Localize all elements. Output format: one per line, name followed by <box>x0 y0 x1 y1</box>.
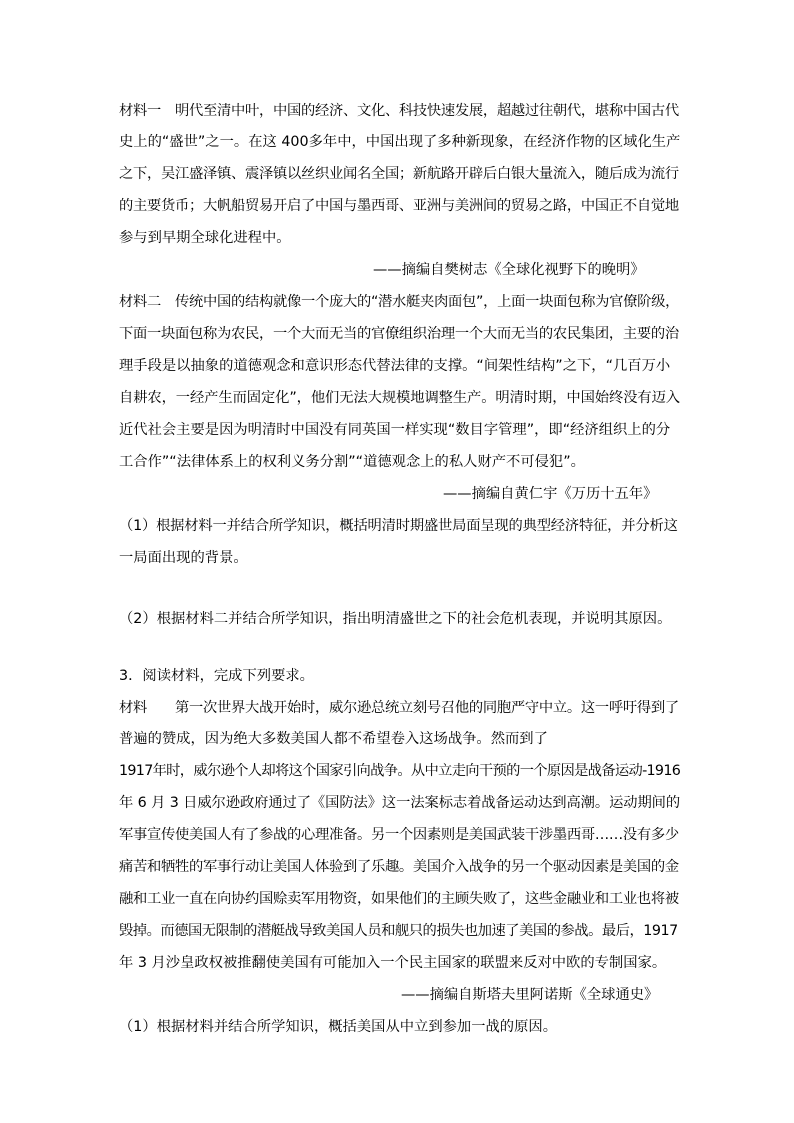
material1-line: 之下，吴江盛泽镇、震泽镇以丝织业闻名全国；新航路开辟后白银大量流入，随后成为流行 <box>119 166 679 182</box>
question-2-line: （2）根据材料二并结合所学知识，指出明清盛世之下的社会危机表现，并说明其原因。 <box>119 611 672 627</box>
section3-line: 年 3 月沙皇政权被推翻使美国有可能加入一个民主国家的联盟来反对中欧的专制国家。 <box>119 955 667 971</box>
material1-line: 史上的“盛世”之一。在这 400多年中，中国出现了多种新现象，在经济作物的区域化生产 <box>119 134 681 150</box>
question-1-line: （1）根据材料一并结合所学知识，概括明清时期盛世局面呈现的典型经济特征，并分析这 <box>119 518 678 534</box>
material2-line: 近代社会主要是因为明清时中国没有同英国一样实现“数目字管理”，即“经济组织上的分 <box>119 422 671 438</box>
section3-line: 材料 第一次世界大战开始时，威尔逊总统立刻号召他的同胞严守中立。这一呼吁得到了 <box>119 700 679 716</box>
section3-question-1: （1）根据材料并结合所学知识，概括美国从中立到参加一战的原因。 <box>119 1019 557 1035</box>
material2-line: 理手段是以抽象的道德观念和意识形态代替法律的支撑。“间架性结构”之下，“几百万小 <box>119 358 671 374</box>
section3-line: 军事宣传使美国人有了参战的心理准备。另一个因素则是美国武装干涉墨西哥……没有多少 <box>119 827 679 843</box>
material2-line: 下面一块面包称为农民，一个大而无当的官僚组织治理一个大而无当的农民集团，主要的治 <box>119 326 679 342</box>
section3-line: 1917年时，威尔逊个人却将这个国家引向战争。从中立走向干预的一个原因是战备运动-1916 <box>119 763 681 779</box>
material1-line: 参与到早期全球化进程中。 <box>119 230 291 246</box>
section3-line: 毁掉。而德国无限制的潜艇战导致美国人员和舰只的损失也加速了美国的参战。最后，1917 <box>119 923 678 939</box>
section3-line: 痛苦和牺牲的军事行动让美国人体验到了乐趣。美国介入战争的另一个驱动因素是美国的金 <box>119 859 679 875</box>
material1-line: 材料一 明代至清中叶，中国的经济、文化、科技快速发展，超越过往朝代，堪称中国古代 <box>119 103 679 119</box>
material1-source: ——摘编自樊树志《全球化视野下的晚明》 <box>373 262 645 278</box>
section3-line: 年 6 月 3 日威尔逊政府通过了《国防法》这一法案标志着战备运动达到高潮。运动期间的 <box>119 795 681 811</box>
section3-line: 普遍的赞成，因为绝大多数美国人都不希望卷入这场战争。然而到了 <box>119 731 548 747</box>
material1-line: 的主要货币；大帆船贸易开启了中国与墨西哥、亚洲与美洲间的贸易之路，中国正不自觉地 <box>119 198 679 214</box>
material2-line: 自耕农，一经产生而固定化”，他们无法大规模地调整生产。明清时期，中国始终没有迈入 <box>119 390 680 406</box>
section3-heading: 3．阅读材料，完成下列要求。 <box>119 668 314 684</box>
material2-source: ——摘编自黄仁宇《万历十五年》 <box>443 486 658 502</box>
material2-line: 材料二 传统中国的结构就像一个庞大的“潜水艇夹肉面包”，上面一块面包称为官僚阶级， <box>119 294 680 310</box>
section3-source: ——摘编自斯塔夫里阿诺斯《全球通史》 <box>401 987 659 1003</box>
material2-line: 工合作”“法律体系上的权利义务分割”“道德观念上的私人财产不可侵犯”。 <box>119 454 585 470</box>
section3-line: 融和工业一直在向协约国赊卖军用物资，如果他们的主顾失败了，这些金融业和工业也将被 <box>119 891 679 907</box>
question-1-line: 一局面出现的背景。 <box>119 550 248 566</box>
